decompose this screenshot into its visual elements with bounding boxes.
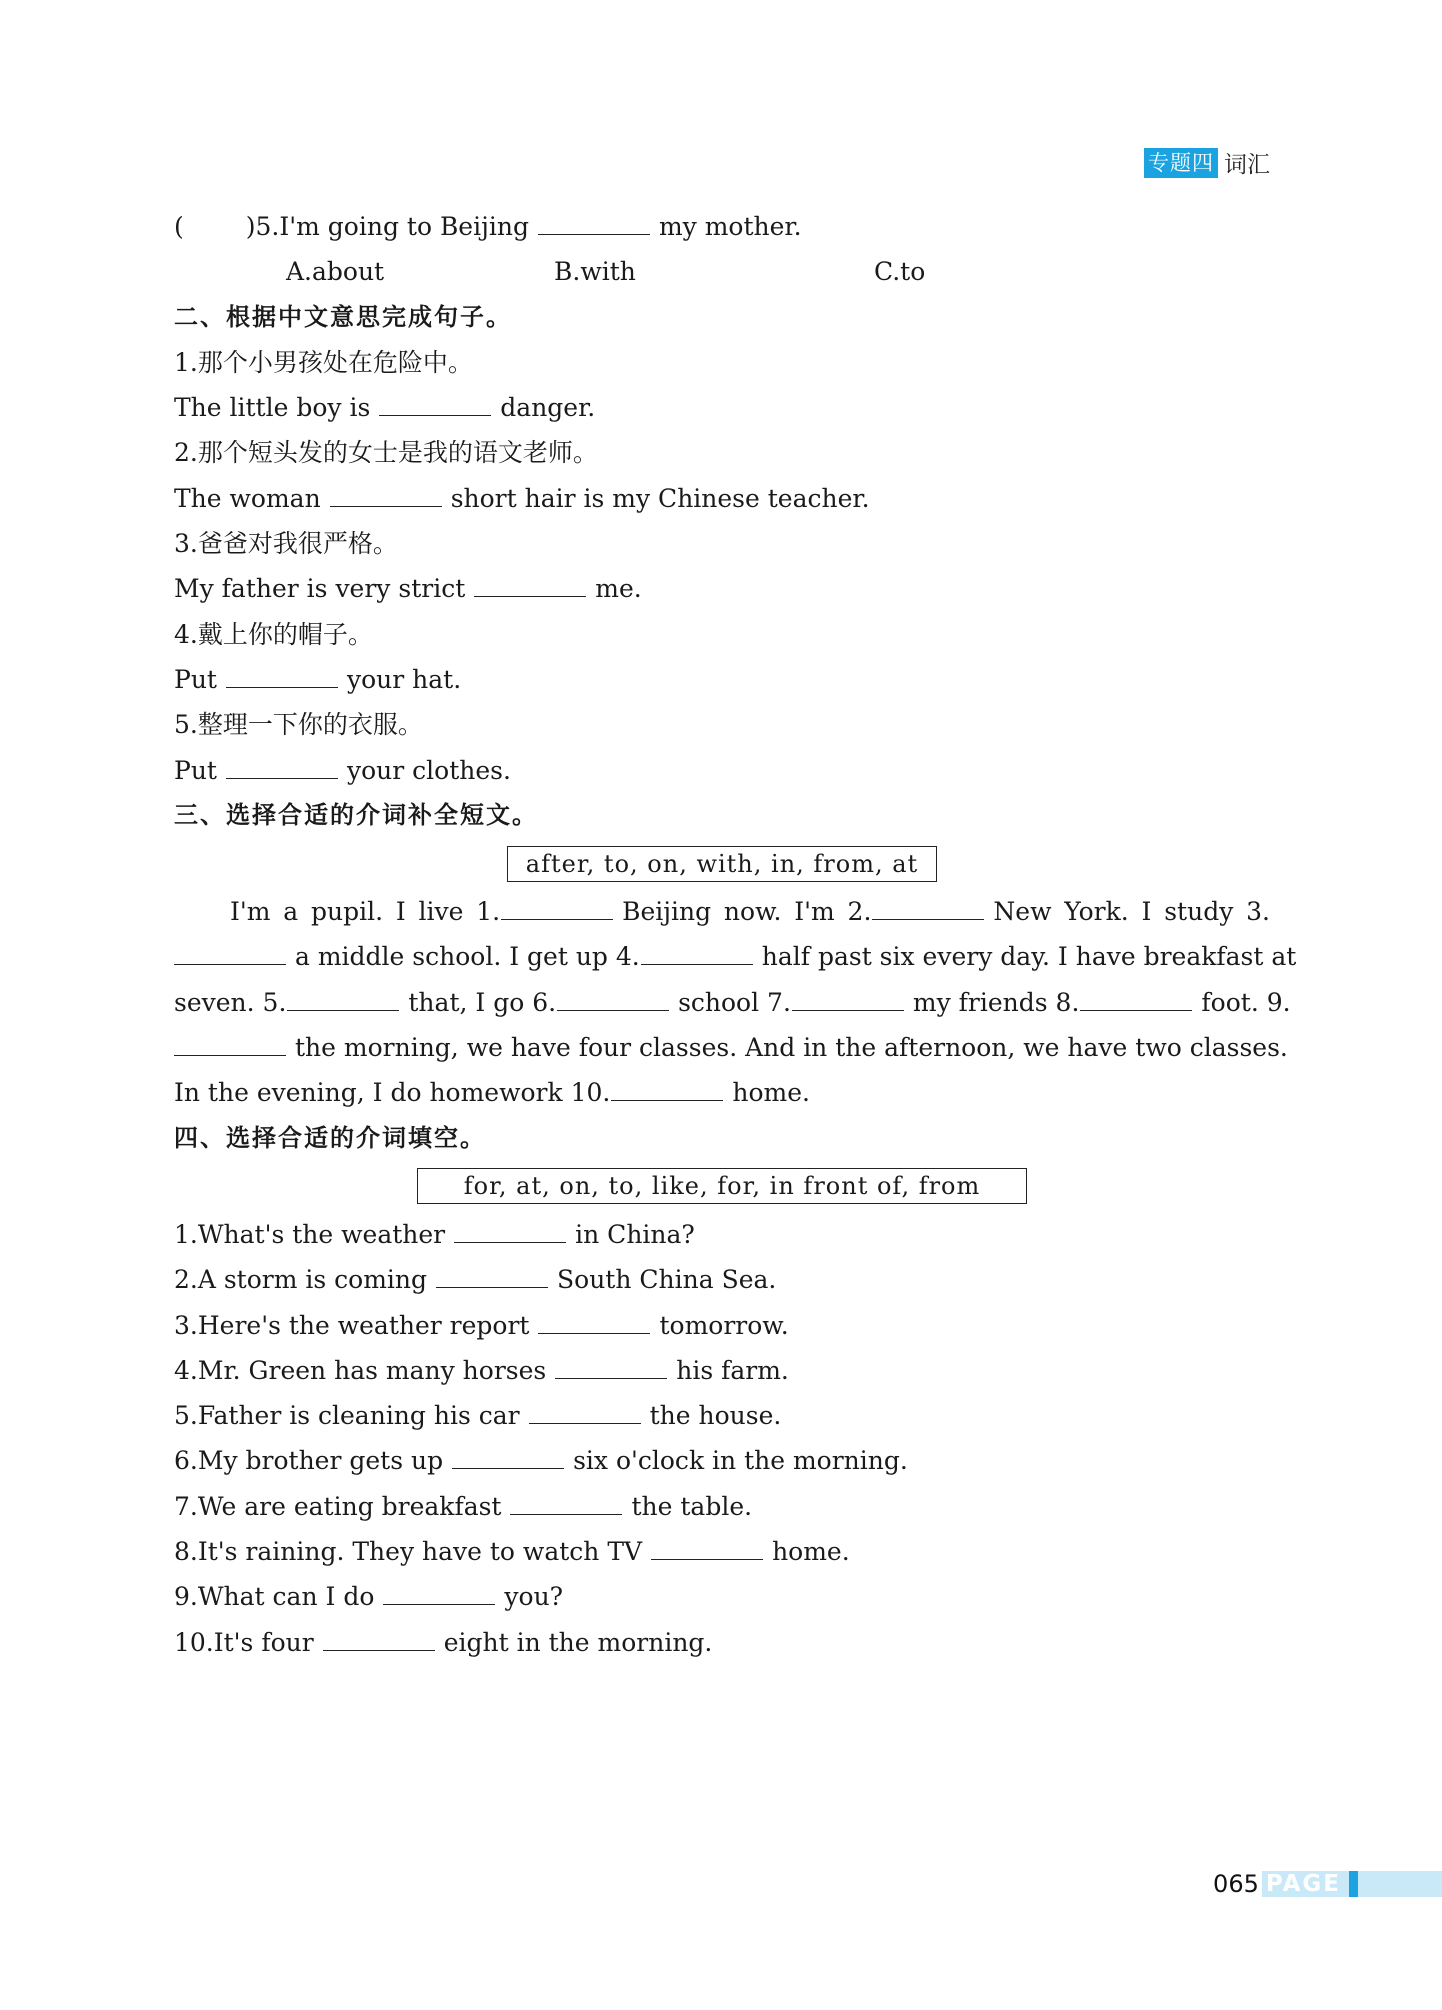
answer-blank[interactable] <box>452 1444 564 1469</box>
answer-blank[interactable] <box>538 210 650 235</box>
answer-blank[interactable] <box>174 940 286 965</box>
option-a[interactable]: A.about <box>286 257 385 287</box>
answer-blank[interactable] <box>226 663 338 688</box>
fill-item-6 <box>174 1438 1270 1483</box>
page-accent-bar <box>1349 1871 1358 1897</box>
fill-item-3 <box>174 1303 1270 1348</box>
passage-text: In the evening, I do homework 10. <box>174 1078 611 1108</box>
answer-blank[interactable] <box>641 940 753 965</box>
passage-line-1 <box>174 889 1270 934</box>
answer-blank[interactable] <box>651 1535 763 1560</box>
fill-item-10 <box>174 1620 1270 1665</box>
item-text: 8.It's raining. They have to watch TV <box>174 1537 643 1567</box>
passage-text: Beijing now. I'm 2. <box>622 897 872 927</box>
passage-text: home. <box>732 1078 810 1108</box>
sentence-text: The little boy is <box>174 393 371 423</box>
answer-blank[interactable] <box>611 1076 723 1101</box>
page-label: PAGE <box>1262 1871 1349 1897</box>
option-c[interactable]: C.to <box>874 257 926 287</box>
item-text: 3.Here's the weather report <box>174 1310 530 1340</box>
topic-header <box>1144 146 1270 179</box>
cn-prompt-4: 4.戴上你的帽子。 <box>174 619 373 649</box>
item-text: 2.A storm is coming <box>174 1265 428 1295</box>
answer-blank[interactable] <box>474 572 586 597</box>
sentence-text: danger. <box>500 393 596 423</box>
cn-prompt-1: 1.那个小男孩处在危险中。 <box>174 347 473 377</box>
passage-text: I'm a pupil. I live 1. <box>230 897 501 927</box>
answer-blank[interactable] <box>555 1354 667 1379</box>
fill-item-2 <box>174 1257 1270 1302</box>
answer-blank[interactable] <box>287 986 399 1011</box>
fill-item-9 <box>174 1574 1270 1619</box>
sentence-1 <box>174 385 1270 430</box>
answer-paren-close: ) <box>245 212 256 241</box>
fill-item-5 <box>174 1393 1270 1438</box>
item-text: 7.We are eating breakfast <box>174 1491 502 1521</box>
page-accent-tail <box>1358 1871 1442 1897</box>
answer-blank[interactable] <box>529 1399 641 1424</box>
answer-blank[interactable] <box>174 1031 286 1056</box>
sentence-text: your hat. <box>346 664 462 694</box>
page-footer <box>1213 1870 1442 1898</box>
word-bank-4 <box>174 1161 1270 1212</box>
passage-text: New York. I study 3. <box>993 897 1270 927</box>
answer-blank[interactable] <box>379 391 491 416</box>
question-text-after: my mother. <box>658 212 802 241</box>
passage-line-3 <box>174 980 1291 1025</box>
passage-text: my friends 8. <box>912 987 1080 1017</box>
sentence-text: Put <box>174 664 217 694</box>
passage-line-4 <box>174 1025 1288 1070</box>
topic-subtitle: 词汇 <box>1224 152 1270 178</box>
word-bank-3 <box>174 838 1270 889</box>
answer-blank[interactable] <box>383 1580 495 1605</box>
section-3-heading: 三、选择合适的介词补全短文。 <box>174 800 538 829</box>
sentence-text: your clothes. <box>346 755 511 785</box>
item-text: home. <box>772 1537 850 1567</box>
sentence-3 <box>174 566 1270 611</box>
fill-item-8 <box>174 1529 1270 1574</box>
passage-line-5 <box>174 1070 1270 1115</box>
answer-blank[interactable] <box>538 1309 650 1334</box>
item-text: in China? <box>575 1219 695 1249</box>
passage-text: the morning, we have four classes. And in the afternoon, we have two classes. <box>295 1033 1288 1063</box>
question-5 <box>174 204 1270 249</box>
answer-blank[interactable] <box>792 986 904 1011</box>
item-text: the table. <box>631 1491 753 1521</box>
passage-text: foot. 9. <box>1201 987 1291 1017</box>
answer-blank[interactable] <box>872 895 984 920</box>
sentence-text: me. <box>595 574 642 604</box>
option-b[interactable]: B.with <box>554 257 636 287</box>
cn-prompt-3: 3.爸爸对我很严格。 <box>174 529 398 559</box>
passage-text: that, I go 6. <box>408 987 557 1017</box>
item-text: 9.What can I do <box>174 1582 375 1612</box>
question-number: 5. <box>255 212 280 241</box>
item-text: eight in the morning. <box>443 1627 713 1657</box>
cn-prompt-2: 2.那个短头发的女士是我的语文老师。 <box>174 438 598 468</box>
answer-blank[interactable] <box>501 895 613 920</box>
item-text: his farm. <box>676 1355 789 1385</box>
section-2-heading: 二、根据中文意思完成句子。 <box>174 302 512 331</box>
item-text: tomorrow. <box>659 1310 789 1340</box>
answer-paren-open: ( <box>174 212 184 241</box>
passage-line-2 <box>174 934 1297 979</box>
item-text: South China Sea. <box>557 1265 777 1295</box>
item-text: you? <box>504 1582 564 1612</box>
passage-text: seven. 5. <box>174 987 287 1017</box>
answer-blank[interactable] <box>330 482 442 507</box>
item-text: six o'clock in the morning. <box>573 1446 908 1476</box>
sentence-4 <box>174 657 1270 702</box>
answer-blank[interactable] <box>454 1218 566 1243</box>
page-number: 065 <box>1213 1870 1259 1898</box>
word-bank-box: for, at, on, to, like, for, in front of, from <box>417 1168 1028 1204</box>
fill-item-1 <box>174 1212 1270 1257</box>
cn-prompt-5: 5.整理一下你的衣服。 <box>174 710 423 740</box>
passage-text: a middle school. I get up 4. <box>295 942 640 972</box>
fill-item-4 <box>174 1348 1270 1393</box>
answer-blank[interactable] <box>323 1626 435 1651</box>
item-text: 1.What's the weather <box>174 1219 446 1249</box>
sentence-text: Put <box>174 755 217 785</box>
sentence-2 <box>174 476 1270 521</box>
sentence-text: The woman <box>174 483 321 513</box>
sentence-text: short hair is my Chinese teacher. <box>450 483 870 513</box>
answer-blank[interactable] <box>510 1490 622 1515</box>
item-text: the house. <box>649 1401 782 1431</box>
question-text-before: I'm going to Beijing <box>279 212 529 241</box>
passage-text: school 7. <box>678 987 791 1017</box>
item-text: 10.It's four <box>174 1627 314 1657</box>
fill-item-7 <box>174 1484 1270 1529</box>
answer-blank[interactable] <box>226 754 338 779</box>
answer-blank[interactable] <box>1080 986 1192 1011</box>
item-text: 6.My brother gets up <box>174 1446 444 1476</box>
item-text: 4.Mr. Green has many horses <box>174 1355 547 1385</box>
word-bank-box: after, to, on, with, in, from, at <box>507 846 937 882</box>
answer-blank[interactable] <box>557 986 669 1011</box>
topic-badge: 专题四 <box>1144 148 1218 178</box>
answer-blank[interactable] <box>436 1263 548 1288</box>
question-5-options <box>174 249 1270 294</box>
sentence-text: My father is very strict <box>174 574 466 604</box>
item-text: 5.Father is cleaning his car <box>174 1401 520 1431</box>
worksheet-content <box>174 204 1297 1665</box>
passage-text: half past six every day. I have breakfast at <box>761 942 1297 972</box>
section-4-heading: 四、选择合适的介词填空。 <box>174 1123 486 1152</box>
sentence-5 <box>174 748 1270 793</box>
